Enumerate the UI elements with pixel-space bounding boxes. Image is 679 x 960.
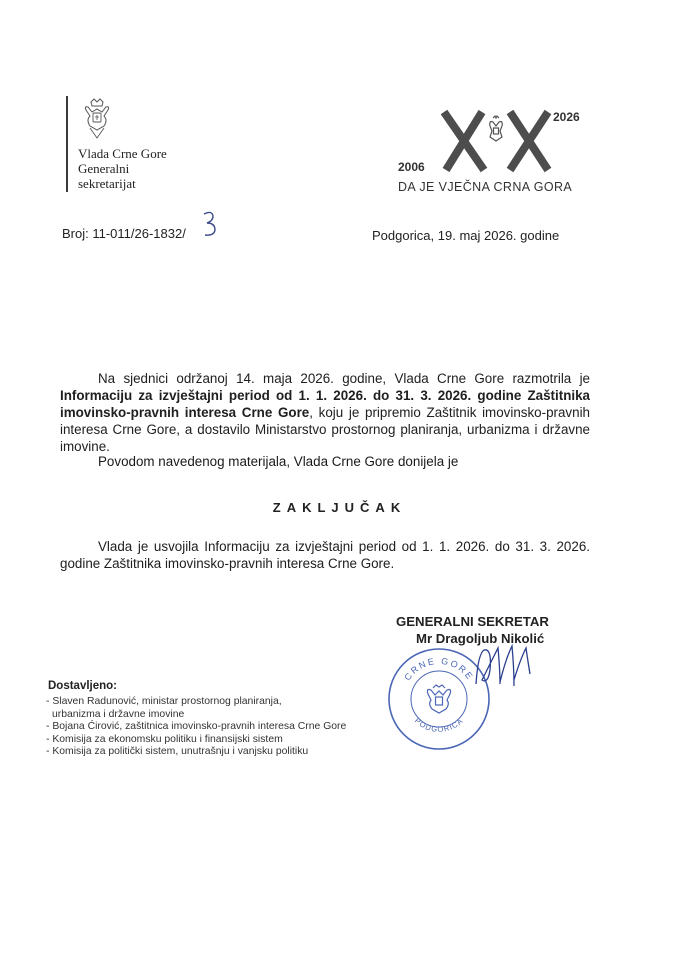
paragraph-session xyxy=(60,370,590,455)
distribution-item: - Komisija za ekonomsku politiku i finansijski sistem xyxy=(46,733,283,745)
distribution-item: - Slaven Radunović, ministar prostornog planiranja, xyxy=(46,696,282,707)
handwritten-signature xyxy=(470,640,536,692)
handwritten-number-3 xyxy=(198,208,222,238)
svg-text:PODGORICA: PODGORICA xyxy=(412,716,466,734)
letterhead-rule xyxy=(66,96,68,192)
letterhead-line-3: sekretarijat xyxy=(78,176,136,191)
distribution-label: Dostavljeno: xyxy=(48,680,118,692)
jubilee-year-end: 2026 xyxy=(553,110,580,124)
reference-number: Broj: 11-011/26-1832/ xyxy=(62,226,186,241)
paragraph-conclusion: Vlada je usvojila Informaciju za izvještajni period od 1. 1. 2026. do 31. 3. 2026. godine Zaštitnika imovinsko-pravnih interesa Crne Gore. xyxy=(60,539,590,571)
signatory-title: GENERALNI SEKRETAR xyxy=(396,614,549,629)
svg-text:CRNE GORE: CRNE GORE xyxy=(402,655,476,683)
paragraph-session-bold: Informaciju za izvještajni period od 1. 1. 2026. do 31. 3. 2026. godine Zaštitnika imovinsko-pravnih interesa Crne Gore xyxy=(60,388,590,420)
jubilee-tagline: DA JE VJEČNA CRNA GORA xyxy=(398,180,573,194)
letterhead-line-2: Generalni xyxy=(78,161,130,176)
distribution-list xyxy=(46,696,426,759)
paragraph-session-text-b: , koju je pripremio Zaštitnik imovinsko-pravnih interesa Crne Gore, a dostavilo Ministarstvo prostornog planiranja, urbanizma i državne imovine. xyxy=(60,405,590,454)
letterhead-line-1: Vlada Crne Gore xyxy=(78,146,167,161)
date-line: Podgorica, 19. maj 2026. godine xyxy=(372,228,560,243)
paragraph-session-text-a: Na sjednici održanoj 14. maja 2026. godine, Vlada Crne Gore razmotrila je xyxy=(98,371,590,386)
distribution-item: - Bojana Ćirović, zaštitnica imovinsko-pravnih interesa Crne Gore xyxy=(46,721,347,732)
paragraph-decision-intro: Povodom navedenog materijala, Vlada Crne Gore donijela je xyxy=(98,454,459,469)
jubilee-year-start: 2006 xyxy=(398,160,425,174)
coat-of-arms-icon xyxy=(82,98,112,142)
distribution-item: - Komisija za politički sistem, unutrašnju i vanjsku politiku xyxy=(46,746,309,757)
distribution-item: urbanizma i državne imovine xyxy=(52,708,185,720)
signatory-name: Mr Dragoljub Nikolić xyxy=(416,631,545,646)
conclusion-heading: ZAKLJUČAK xyxy=(272,500,407,515)
